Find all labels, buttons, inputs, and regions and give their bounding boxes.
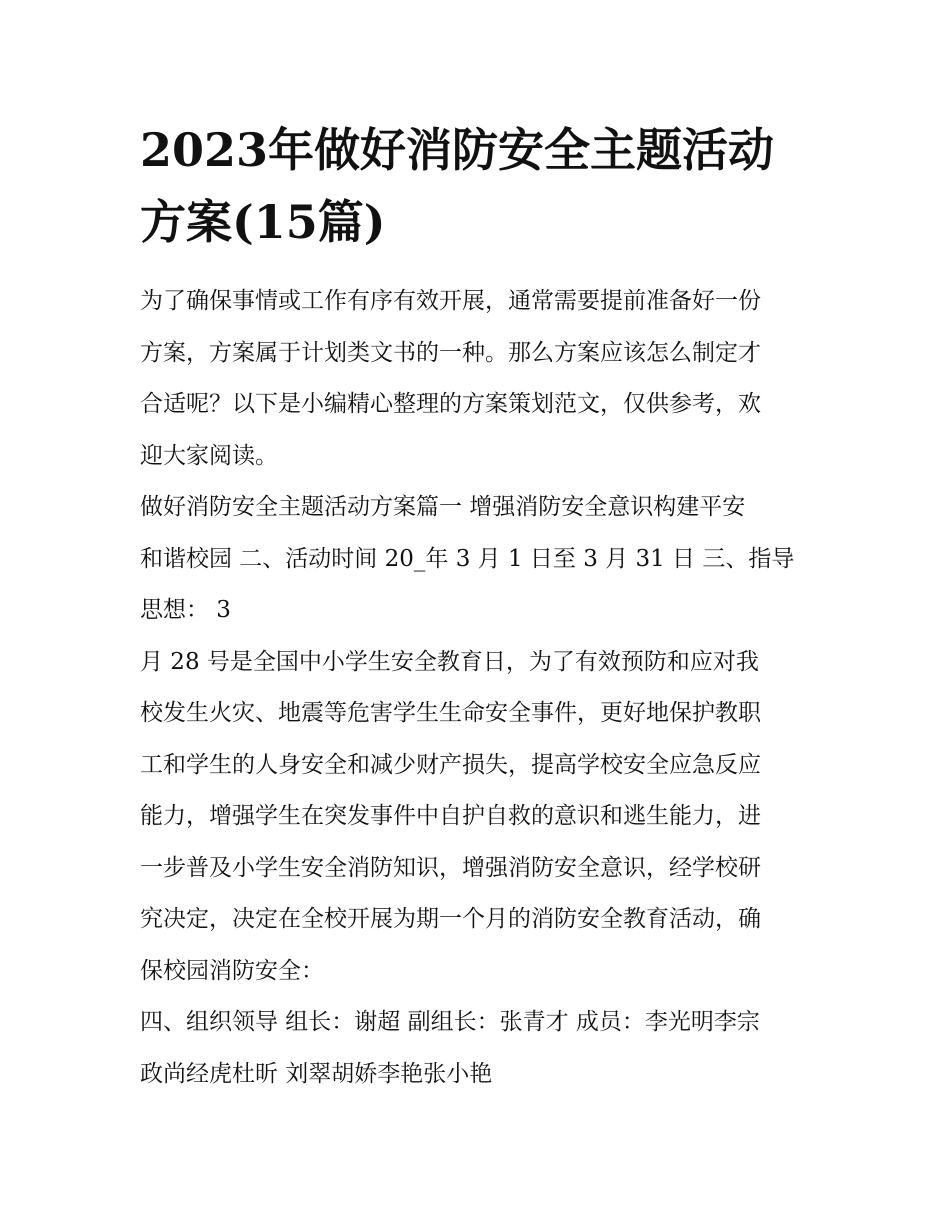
- paragraph-theme-time: [140, 482, 820, 637]
- text-line: 校发生火灾、地震等危害学生生命安全事件，更好地保护教职: [140, 700, 761, 726]
- paragraph-organization: [140, 997, 820, 1100]
- text-line: 合适呢？以下是小编精心整理的方案策划范文，仅供参考，欢: [140, 391, 761, 417]
- text-line: 能力，增强学生在突发事件中自护自救的意识和逃生能力，进: [140, 803, 761, 829]
- text-line: 月 28 号是全国中小学生安全教育日，为了有效预防和应对我: [140, 648, 759, 675]
- text-line: 迎大家阅读。: [140, 442, 278, 469]
- text-line: 究决定，决定在全校开展为期一个月的消防安全教育活动，确: [140, 906, 761, 932]
- text-line: 和谐校园 二、活动时间 20_年 3 月 1 日至 3 月 31 日 三、指导: [140, 545, 795, 572]
- text-line: 思想： 3: [140, 597, 231, 623]
- text-line: 做好消防安全主题活动方案篇一 增强消防安全意识构建平安: [140, 494, 746, 520]
- paragraph-guiding-thought: [140, 637, 820, 998]
- title-line-1: 2023年做好消防安全主题活动: [140, 123, 775, 177]
- text-line: 四、组织领导 组长：谢超 副组长：张青才 成员：李光明李宗: [140, 1009, 760, 1035]
- text-line: 一步普及小学生安全消防知识，增强消防安全意识，经学校研: [140, 854, 761, 881]
- text-line: 政尚经虎杜昕 刘翠胡娇李艳张小艳: [140, 1060, 493, 1087]
- title-line-2: 方案(15篇): [140, 195, 386, 249]
- document-title: [140, 114, 820, 258]
- text-line: 为了确保事情或工作有序有效开展，通常需要提前准备好一份: [140, 288, 761, 314]
- text-line: 方案，方案属于计划类文书的一种。那么方案应该怎么制定才: [140, 339, 761, 366]
- text-line: 工和学生的人身安全和减少财产损失，提高学校安全应急反应: [140, 751, 761, 778]
- document-body: [140, 276, 820, 1100]
- paragraph-intro: [140, 276, 820, 482]
- text-line: 保校园消防安全：: [140, 957, 324, 984]
